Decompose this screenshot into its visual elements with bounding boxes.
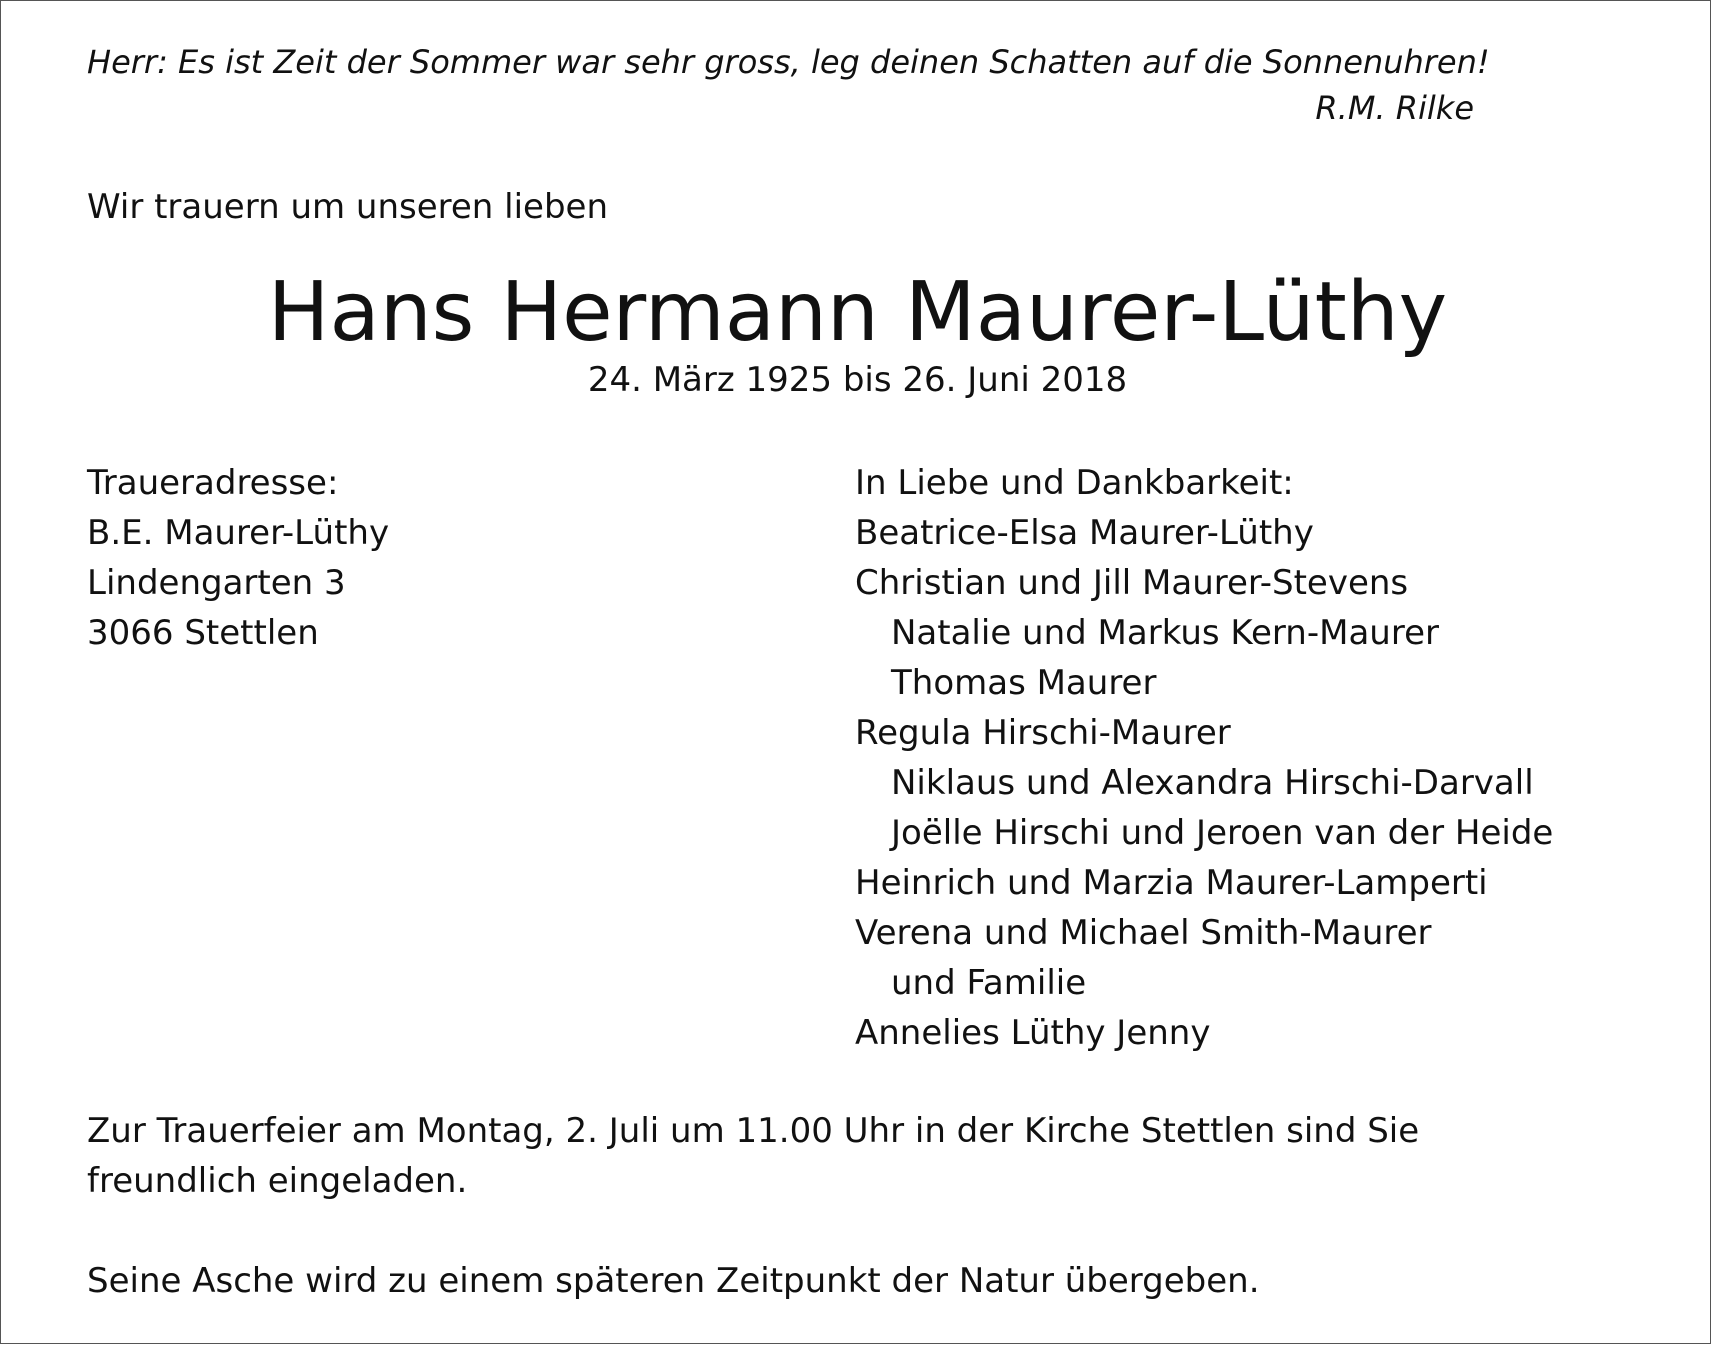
address-line: B.E. Maurer-Lüthy xyxy=(87,513,390,553)
closing-text: Seine Asche wird zu einem späteren Zeitpunkt der Natur übergeben. xyxy=(87,1261,1260,1301)
ceremony-text: freundlich eingeladen. xyxy=(87,1161,468,1201)
deceased-dates: 24. März 1925 bis 26. Juni 2018 xyxy=(587,360,1128,400)
mourner-entry: Beatrice-Elsa Maurer-Lüthy xyxy=(855,513,1314,553)
mourner-entry: Niklaus und Alexandra Hirschi-Darvall xyxy=(891,763,1534,803)
mourners-heading: In Liebe und Dankbarkeit: xyxy=(855,463,1294,503)
ceremony-text: Zur Trauerfeier am Montag, 2. Juli um 11.00 Uhr in der Kirche Stettlen sind Sie xyxy=(87,1111,1420,1151)
mourner-entry: Thomas Maurer xyxy=(891,663,1157,703)
mourner-entry: Christian und Jill Maurer-Stevens xyxy=(855,563,1409,603)
address-heading: Traueradresse: xyxy=(87,463,339,503)
mourner-entry: Joëlle Hirschi und Jeroen van der Heide xyxy=(891,813,1554,853)
mourner-entry: und Familie xyxy=(891,963,1087,1003)
mourner-entry: Natalie und Markus Kern-Maurer xyxy=(891,613,1439,653)
mourner-entry: Heinrich und Marzia Maurer-Lamperti xyxy=(855,863,1488,903)
mourner-entry: Verena und Michael Smith-Maurer xyxy=(855,913,1432,953)
address-line: 3066 Stettlen xyxy=(87,613,319,653)
address-line: Lindengarten 3 xyxy=(87,563,346,603)
intro-text: Wir trauern um unseren lieben xyxy=(87,187,609,227)
mourner-entry: Annelies Lüthy Jenny xyxy=(855,1013,1211,1053)
quote-author: R.M. Rilke xyxy=(1315,89,1474,127)
mourner-entry: Regula Hirschi-Maurer xyxy=(855,713,1231,753)
quote-text: Herr: Es ist Zeit der Sommer war sehr gross, leg deinen Schatten auf die Sonnenuhren! xyxy=(87,43,1490,81)
deceased-name: Hans Hermann Maurer-Lüthy xyxy=(267,265,1448,360)
